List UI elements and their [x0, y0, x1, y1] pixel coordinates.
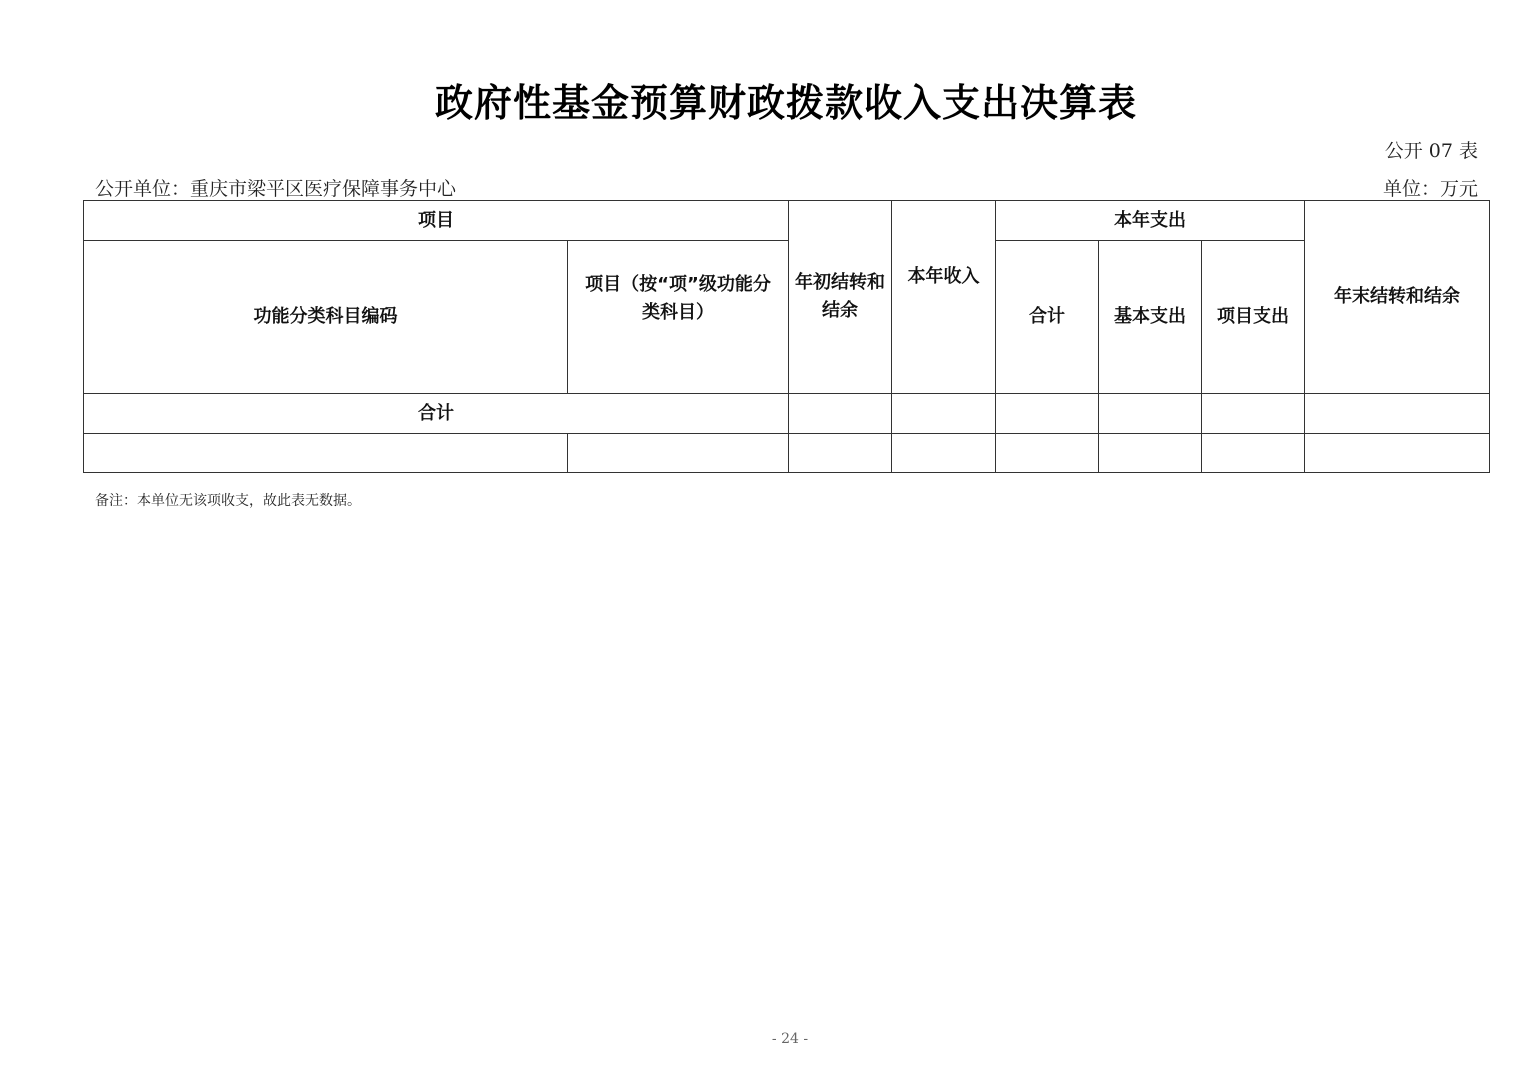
- row-current-income: [892, 434, 996, 473]
- table-row: [84, 434, 1490, 473]
- currency-unit: 单位：万元: [1382, 178, 1478, 200]
- header-row-1: [84, 201, 1490, 241]
- table-number: 公开 07 表: [1384, 140, 1478, 162]
- header-expense-total: 合计: [996, 241, 1099, 394]
- page-number: - 24 -: [771, 1031, 809, 1047]
- row-closing-balance: [1305, 434, 1490, 473]
- total-label: 合计: [84, 394, 789, 434]
- total-current-income: [892, 394, 996, 434]
- header-closing-balance: 年末结转和结余: [1305, 201, 1490, 394]
- header-opening-balance: 年初结转和结余: [789, 201, 892, 394]
- footnote: 备注：本单位无该项收支，故此表无数据。: [95, 493, 361, 509]
- budget-table: [83, 200, 1490, 473]
- reporting-unit: 公开单位：重庆市梁平区医疗保障事务中心: [95, 178, 457, 200]
- row-project-expense: [1202, 434, 1305, 473]
- total-expense-total: [996, 394, 1099, 434]
- row-expense-total: [996, 434, 1099, 473]
- header-current-expense-group: 本年支出: [996, 201, 1305, 241]
- header-project-expense: 项目支出: [1202, 241, 1305, 394]
- row-project-item: [568, 434, 789, 473]
- total-basic-expense: [1099, 394, 1202, 434]
- row-opening-balance: [789, 434, 892, 473]
- header-project-item: 项目（按“项”级功能分类科目）: [568, 241, 789, 394]
- total-project-expense: [1202, 394, 1305, 434]
- header-current-income: 本年收入: [892, 201, 996, 394]
- row-basic-expense: [1099, 434, 1202, 473]
- row-function-code: [84, 434, 568, 473]
- total-opening-balance: [789, 394, 892, 434]
- header-function-code: 功能分类科目编码: [84, 241, 568, 394]
- total-closing-balance: [1305, 394, 1490, 434]
- header-row-2: [84, 241, 1490, 394]
- header-project-group: 项目: [84, 201, 789, 241]
- total-row: [84, 394, 1490, 434]
- document-title: 政府性基金预算财政拨款收入支出决算表: [434, 81, 1137, 125]
- header-basic-expense: 基本支出: [1099, 241, 1202, 394]
